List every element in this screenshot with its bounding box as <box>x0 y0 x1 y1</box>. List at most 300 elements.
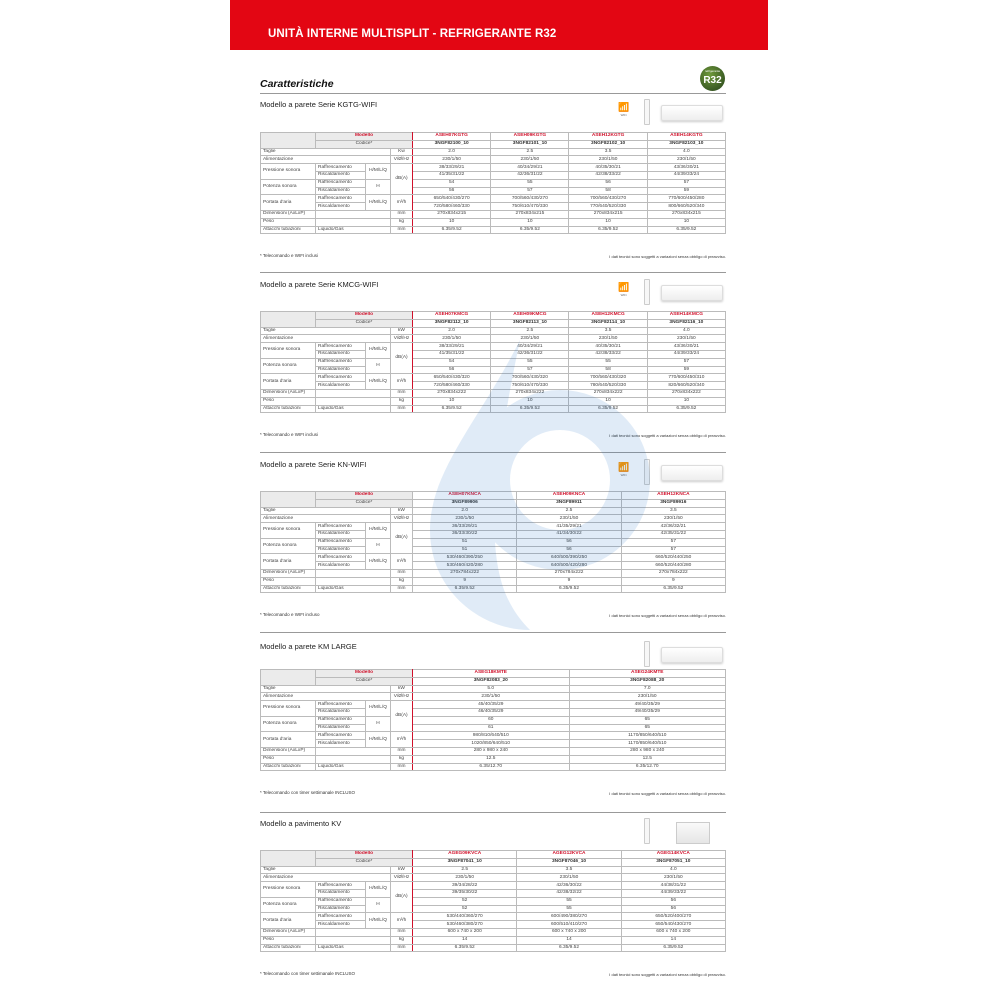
alimentazione-value: 230/1/50 <box>413 515 517 523</box>
port_raff-value: 700/560/430/270 <box>491 195 569 203</box>
taglie-value: 2.0 <box>413 148 491 156</box>
mode-label: Raffrescamento <box>316 179 366 187</box>
product-code: 3NGF82083_20 <box>413 677 569 685</box>
table-cell: Liquido/Gas <box>316 763 391 771</box>
port_raff-value: 1170/850/640/510 <box>569 732 726 740</box>
attacchi-value: 6.35/9.52 <box>621 585 725 593</box>
peso-value: 10 <box>491 397 569 405</box>
model-name: ASEH07KMCG <box>413 312 491 320</box>
mode-label: Raffrescamento <box>316 195 366 203</box>
table-cell: Liquido/Gas <box>316 226 391 234</box>
row-label: Portata d'aria <box>261 374 316 390</box>
product-images <box>616 99 726 133</box>
taglie-value: 2.0 <box>413 327 491 335</box>
peso-value: 10 <box>569 397 647 405</box>
attacchi-value: 6.35/9.52 <box>413 405 491 413</box>
section-title: Modello a parete Serie KMCG-WIFI <box>260 280 379 289</box>
row-label: Alimentazione <box>261 693 391 701</box>
dimensioni-value: 270x784x222 <box>413 569 517 577</box>
table-cell <box>316 389 391 397</box>
pot_risc-value: 57 <box>491 366 569 374</box>
mode-label: Raffrescamento <box>316 701 366 709</box>
press_risc-value: 44/39/33/22 <box>621 889 725 897</box>
pot_raff-value: 65 <box>569 716 726 724</box>
port_risc-value: 1020/850/640/510 <box>413 740 569 748</box>
table-cell: H/M/L/Q <box>366 195 391 211</box>
pot_risc-value: 51 <box>413 546 517 554</box>
model-name: AGEG12KVCA <box>517 851 621 859</box>
taglie-value: 4.0 <box>621 866 725 874</box>
model-name: ASEH07KGTG <box>413 133 491 141</box>
row-label: Pressione sonora <box>261 882 316 898</box>
unit-label: mm <box>391 928 413 936</box>
product-code: 3NGF82102_10 <box>569 140 647 148</box>
unit-label: mm <box>391 405 413 413</box>
port_raff-value: 650/520/400/270 <box>621 913 725 921</box>
pot_risc-value: 58 <box>569 366 647 374</box>
model-name: AGEG09KVCA <box>413 851 517 859</box>
unit-label: mm <box>391 389 413 397</box>
port_risc-value: 530/460/380/270 <box>413 921 517 929</box>
port_risc-value: 600/510/410/270 <box>517 921 621 929</box>
port_risc-value: 770/640/520/330 <box>569 203 647 211</box>
product-code: 3NGF82113_10 <box>491 319 569 327</box>
row-label: Potenza sonora <box>261 538 316 554</box>
table-cell <box>316 210 391 218</box>
attacchi-value: 6.35/9.52 <box>647 405 725 413</box>
pot_risc-value: 56 <box>621 905 725 913</box>
section-title: Modello a parete Serie KGTG-WIFI <box>260 100 378 109</box>
press_risc-value: 44/39/33/24 <box>647 350 725 358</box>
unit-label: kg <box>391 218 413 226</box>
disclaimer: I dati tecnici sono soggetti a variazioni senza obbligo di preavviso. <box>609 433 726 438</box>
press_raff-value: 49/40/35/29 <box>569 701 726 709</box>
dimensioni-value: 270x834x222 <box>569 389 647 397</box>
pot_risc-value: 58 <box>569 187 647 195</box>
attacchi-value: 6.35/9.52 <box>413 585 517 593</box>
taglie-value: 7.0 <box>569 685 726 693</box>
mode-label: Riscaldamento <box>316 546 366 554</box>
product-code: 3NGF87051_10 <box>621 858 725 866</box>
section-heading: Caratteristiche <box>260 78 334 90</box>
modello-label: Modello <box>316 133 413 141</box>
peso-value: 9 <box>517 577 621 585</box>
attacchi-value: 6.35/9.52 <box>517 944 621 952</box>
table-cell <box>316 747 391 755</box>
press_risc-value: 42/36/31/22 <box>491 350 569 358</box>
mode-label: Riscaldamento <box>316 905 366 913</box>
press_raff-value: 39/34/28/22 <box>413 882 517 890</box>
table-cell: H/M/L/Q <box>366 343 391 359</box>
modello-label: Modello <box>316 492 413 500</box>
codice-label: Codice* <box>316 140 413 148</box>
attacchi-value: 6.35/9.52 <box>621 944 725 952</box>
table-cell: Liquido/Gas <box>316 585 391 593</box>
attacchi-value: 6.35/9.52 <box>647 226 725 234</box>
dimensioni-value: 270x834x215 <box>413 210 491 218</box>
dimensioni-value: 600 x 740 x 200 <box>413 928 517 936</box>
attacchi-value: 6.35/9.52 <box>413 944 517 952</box>
row-label: Portata d'aria <box>261 732 316 748</box>
pot_risc-value: 57 <box>491 187 569 195</box>
taglie-value: 4.0 <box>647 327 725 335</box>
spec-table <box>260 132 726 234</box>
press_risc-value: 44/39/33/24 <box>647 171 725 179</box>
section-title: Modello a pavimento KV <box>260 819 342 828</box>
row-label: Peso <box>261 397 316 405</box>
port_risc-value: 820/660/520/340 <box>647 382 725 390</box>
unit-label: kW <box>391 327 413 335</box>
product-code: 3NGF87041_10 <box>413 858 517 866</box>
dimensioni-value: 270x834x222 <box>413 389 491 397</box>
peso-value: 9 <box>413 577 517 585</box>
model-name: ASEH12KNCA <box>621 492 725 500</box>
product-code: 3NGF89906 <box>413 499 517 507</box>
unit-label: mm <box>391 226 413 234</box>
remote-control-icon <box>644 818 650 844</box>
unit-label: kg <box>391 755 413 763</box>
wifi-icon: 📶 WiFi <box>618 282 630 297</box>
row-label: Taglie <box>261 148 391 156</box>
modello-label: Modello <box>316 312 413 320</box>
mode-label: Riscaldamento <box>316 724 366 732</box>
unit-label: dB(A) <box>391 343 413 374</box>
row-label: Dimensioni (AxLxP) <box>261 569 316 577</box>
port_raff-value: 650/540/430/270 <box>413 195 491 203</box>
product-code: 3NGF87046_10 <box>517 858 621 866</box>
press_risc-value: 41/34/30/22 <box>517 530 621 538</box>
pot_raff-value: 55 <box>569 358 647 366</box>
product-code: 3NGF89916 <box>621 499 725 507</box>
table-cell: H <box>366 897 391 913</box>
pot_risc-value: 65 <box>569 724 726 732</box>
dimensioni-value: 270x834x222 <box>491 389 569 397</box>
blank-header <box>261 133 316 149</box>
peso-value: 10 <box>413 218 491 226</box>
alimentazione-value: 230/1/50 <box>517 515 621 523</box>
disclaimer: I dati tecnici sono soggetti a variazioni senza obbligo di preavviso. <box>609 791 726 796</box>
mode-label: Riscaldamento <box>316 889 366 897</box>
mode-label: Raffrescamento <box>316 343 366 351</box>
alimentazione-value: 230/1/50 <box>647 335 725 343</box>
footnote: * Telecomando con timer settimanale INCLUSO <box>260 971 355 976</box>
product-code: 3NGF89911 <box>517 499 621 507</box>
alimentazione-value: 230/1/50 <box>621 515 725 523</box>
model-name: ASEH12KMCG <box>569 312 647 320</box>
mode-label: Riscaldamento <box>316 382 366 390</box>
pot_risc-value: 52 <box>413 905 517 913</box>
spec-table <box>260 491 726 593</box>
row-label: Portata d'aria <box>261 554 316 570</box>
pot_raff-value: 57 <box>621 538 725 546</box>
model-name: ASEH14KMCG <box>647 312 725 320</box>
dimensioni-value: 270x784x222 <box>621 569 725 577</box>
row-label: Alimentazione <box>261 874 391 882</box>
pot_raff-value: 56 <box>621 897 725 905</box>
mode-label: Riscaldamento <box>316 171 366 179</box>
port_risc-value: 640/500/420/280 <box>517 562 621 570</box>
attacchi-value: 6.35/9.52 <box>569 405 647 413</box>
alimentazione-value: 230/1/50 <box>569 335 647 343</box>
table-cell: H/M/L/Q <box>366 913 391 929</box>
alimentazione-value: 230/1/50 <box>491 156 569 164</box>
mode-label: Raffrescamento <box>316 913 366 921</box>
product-images <box>616 279 726 313</box>
press_risc-value: 41/35/31/22 <box>413 350 491 358</box>
row-label: Dimensioni (AxLxP) <box>261 747 316 755</box>
remote-control-icon <box>644 279 650 305</box>
mode-label: Raffrescamento <box>316 523 366 531</box>
peso-value: 10 <box>491 218 569 226</box>
r32-badge-logo: refrigerante R32 <box>700 66 725 91</box>
model-name: ASEH09KMCG <box>491 312 569 320</box>
model-name: AGEG14KVCA <box>621 851 725 859</box>
attacchi-value: 6.35/9.52 <box>491 405 569 413</box>
port_raff-value: 700/560/430/270 <box>569 195 647 203</box>
table-cell <box>316 928 391 936</box>
pot_risc-value: 56 <box>413 366 491 374</box>
port_risc-value: 660/520/440/280 <box>621 562 725 570</box>
model-name: ASEH14KGTG <box>647 133 725 141</box>
wall-unit-icon <box>661 647 723 663</box>
port_risc-value: 530/460/420/280 <box>413 562 517 570</box>
taglie-value: 5.0 <box>413 685 569 693</box>
model-name: ASEG24KMTE <box>569 670 726 678</box>
peso-value: 10 <box>647 397 725 405</box>
dimensioni-value: 270x834x215 <box>647 210 725 218</box>
alimentazione-value: 230/1/50 <box>569 693 726 701</box>
taglie-value: 2.5 <box>491 327 569 335</box>
port_risc-value: 750/610/470/330 <box>491 382 569 390</box>
press_raff-value: 36/33/29/21 <box>413 523 517 531</box>
port_raff-value: 980/810/640/510 <box>413 732 569 740</box>
alimentazione-value: 230/1/50 <box>413 335 491 343</box>
unit-label: dB(A) <box>391 164 413 195</box>
row-label: Potenza sonora <box>261 897 316 913</box>
table-cell <box>316 577 391 585</box>
row-label: Pressione sonora <box>261 701 316 717</box>
unit-label: V/Ø/Hz <box>391 515 413 523</box>
modello-label: Modello <box>316 851 413 859</box>
press_raff-value: 40/34/29/21 <box>491 343 569 351</box>
footnote: * Telecomando e WIFI incluso <box>260 612 320 617</box>
attacchi-value: 6.35/12.70 <box>569 763 726 771</box>
unit-label: Kw <box>391 148 413 156</box>
pot_raff-value: 57 <box>647 179 725 187</box>
unit-label: kg <box>391 397 413 405</box>
attacchi-value: 6.35/9.52 <box>517 585 621 593</box>
wall-unit-icon <box>661 105 723 121</box>
row-label: Potenza sonora <box>261 179 316 195</box>
press_raff-value: 40/35/30/21 <box>569 343 647 351</box>
unit-label: kW <box>391 685 413 693</box>
unit-label: V/Ø/Hz <box>391 693 413 701</box>
unit-label: m³/h <box>391 554 413 570</box>
port_risc-value: 800/660/520/340 <box>647 203 725 211</box>
row-label: Alimentazione <box>261 515 391 523</box>
peso-value: 14 <box>621 936 725 944</box>
footnote: * Telecomando e WIFI inclusi <box>260 253 318 258</box>
mode-label: Raffrescamento <box>316 374 366 382</box>
wall-unit-icon <box>661 465 723 481</box>
alimentazione-value: 230/1/50 <box>517 874 621 882</box>
mode-label: Riscaldamento <box>316 350 366 358</box>
blank-header <box>261 492 316 508</box>
unit-label: m³/h <box>391 913 413 929</box>
press_raff-value: 42/36/30/22 <box>517 882 621 890</box>
press_risc-value: 42/35/31/22 <box>621 530 725 538</box>
unit-label: m³/h <box>391 195 413 211</box>
disclaimer: I dati tecnici sono soggetti a variazioni senza obbligo di preavviso. <box>609 254 726 259</box>
taglie-value: 2.0 <box>413 507 517 515</box>
model-name: ASEH12KGTG <box>569 133 647 141</box>
port_raff-value: 700/560/430/320 <box>569 374 647 382</box>
row-label: Taglie <box>261 327 391 335</box>
blank-header <box>261 312 316 328</box>
dimensioni-value: 270x834x222 <box>647 389 725 397</box>
divider <box>260 93 726 94</box>
model-name: ASEG18KMTE <box>413 670 569 678</box>
table-cell <box>316 936 391 944</box>
row-label: Pressione sonora <box>261 523 316 539</box>
footnote: * Telecomando e WIFI inclusi <box>260 432 318 437</box>
press_raff-value: 41/35/29/21 <box>517 523 621 531</box>
row-label: Portata d'aria <box>261 913 316 929</box>
row-label: Attacchi tubazioni <box>261 763 316 771</box>
table-cell: H/M/L/Q <box>366 732 391 748</box>
mode-label: Riscaldamento <box>316 366 366 374</box>
taglie-value: 3.5 <box>621 507 725 515</box>
pot_risc-value: 59 <box>647 187 725 195</box>
modello-label: Modello <box>316 670 413 678</box>
product-images <box>616 459 726 493</box>
spec-table <box>260 850 726 952</box>
dimensioni-value: 600 x 740 x 200 <box>517 928 621 936</box>
codice-label: Codice* <box>316 858 413 866</box>
press_risc-value: 36/33/30/22 <box>413 530 517 538</box>
table-cell: Liquido/Gas <box>316 944 391 952</box>
wall-unit-icon <box>661 285 723 301</box>
taglie-value: 2.5 <box>413 866 517 874</box>
row-label: Dimensioni (AxLxP) <box>261 389 316 397</box>
table-cell <box>316 397 391 405</box>
unit-label: kg <box>391 577 413 585</box>
press_risc-value: 42/38/33/22 <box>569 171 647 179</box>
row-label: Pressione sonora <box>261 343 316 359</box>
table-cell <box>316 569 391 577</box>
model-name: ASEH09KGTG <box>491 133 569 141</box>
remote-control-icon <box>644 641 650 667</box>
press_risc-value: 42/38/32/22 <box>517 889 621 897</box>
divider <box>260 812 726 813</box>
peso-value: 10 <box>647 218 725 226</box>
port_raff-value: 770/600/450/280 <box>647 195 725 203</box>
product-images <box>616 818 726 852</box>
port_risc-value: 650/540/430/270 <box>621 921 725 929</box>
floor-unit-icon <box>676 822 710 844</box>
row-label: Taglie <box>261 685 391 693</box>
mode-label: Raffrescamento <box>316 897 366 905</box>
pot_risc-value: 59 <box>647 366 725 374</box>
mode-label: Riscaldamento <box>316 740 366 748</box>
header-bar <box>230 0 768 50</box>
taglie-value: 2.5 <box>517 507 621 515</box>
row-label: Pressione sonora <box>261 164 316 180</box>
port_risc-value: 1170/850/640/510 <box>569 740 726 748</box>
remote-control-icon <box>644 459 650 485</box>
table-cell: H <box>366 538 391 554</box>
press_raff-value: 45/40/35/29 <box>413 701 569 709</box>
table-cell: H <box>366 358 391 374</box>
port_raff-value: 640/500/390/250 <box>517 554 621 562</box>
unit-label: m³/h <box>391 732 413 748</box>
peso-value: 12.5 <box>413 755 569 763</box>
row-label: Taglie <box>261 866 391 874</box>
port_raff-value: 700/560/430/320 <box>491 374 569 382</box>
alimentazione-value: 230/1/50 <box>621 874 725 882</box>
mode-label: Raffrescamento <box>316 538 366 546</box>
table-cell: H <box>366 179 391 195</box>
spec-table <box>260 669 726 771</box>
wifi-icon: 📶 WiFi <box>618 462 630 477</box>
unit-label: m³/h <box>391 374 413 390</box>
row-label: Peso <box>261 936 316 944</box>
table-cell: H/M/L/Q <box>366 164 391 180</box>
mode-label: Raffrescamento <box>316 554 366 562</box>
blank-header <box>261 851 316 867</box>
pot_risc-value: 61 <box>413 724 569 732</box>
mode-label: Raffrescamento <box>316 164 366 172</box>
divider <box>260 272 726 273</box>
press_raff-value: 40/35/30/21 <box>569 164 647 172</box>
row-label: Portata d'aria <box>261 195 316 211</box>
table-cell: H <box>366 716 391 732</box>
mode-label: Riscaldamento <box>316 921 366 929</box>
press_risc-value: 42/36/31/22 <box>491 171 569 179</box>
dimensioni-value: 280 x 980 x 240 <box>413 747 569 755</box>
press_risc-value: 46/40/35/29 <box>413 708 569 716</box>
row-label: Attacchi tubazioni <box>261 585 316 593</box>
mode-label: Riscaldamento <box>316 708 366 716</box>
codice-label: Codice* <box>316 319 413 327</box>
table-cell: H/M/L/Q <box>366 701 391 717</box>
catalog-page <box>230 0 768 1000</box>
pot_raff-value: 54 <box>413 358 491 366</box>
pot_raff-value: 60 <box>413 716 569 724</box>
table-cell <box>316 218 391 226</box>
footnote: * Telecomando con timer settimanale INCLUSO <box>260 790 355 795</box>
pot_risc-value: 57 <box>621 546 725 554</box>
pot_risc-value: 56 <box>517 546 621 554</box>
row-label: Peso <box>261 218 316 226</box>
remote-control-icon <box>644 99 650 125</box>
unit-label: dB(A) <box>391 701 413 732</box>
table-cell: H/M/L/Q <box>366 374 391 390</box>
press_raff-value: 43/36/30/21 <box>647 343 725 351</box>
table-cell: Liquido/Gas <box>316 405 391 413</box>
press_raff-value: 44/38/31/22 <box>621 882 725 890</box>
pot_raff-value: 51 <box>413 538 517 546</box>
section-title: Modello a parete KM LARGE <box>260 642 357 651</box>
pot_raff-value: 55 <box>491 179 569 187</box>
mode-label: Raffrescamento <box>316 358 366 366</box>
peso-value: 14 <box>413 936 517 944</box>
taglie-value: 2.5 <box>491 148 569 156</box>
taglie-value: 3.5 <box>569 148 647 156</box>
product-code: 3NGF82114_10 <box>569 319 647 327</box>
alimentazione-value: 230/1/50 <box>413 693 569 701</box>
peso-value: 10 <box>569 218 647 226</box>
